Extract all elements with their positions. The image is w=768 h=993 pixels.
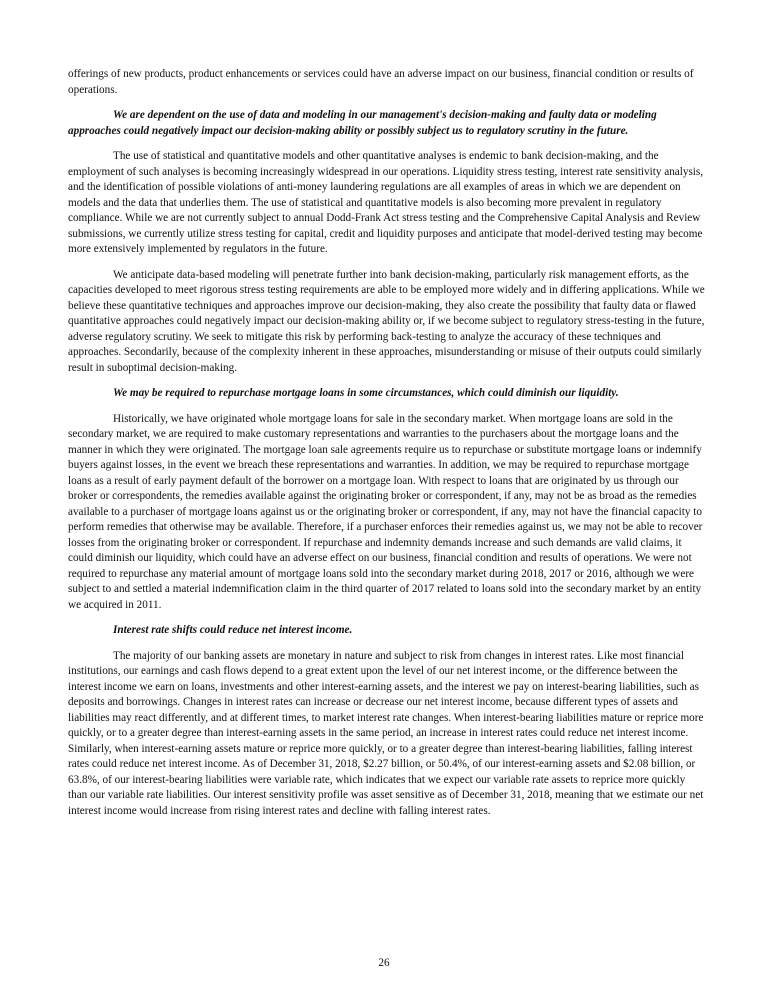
page-number: 26 [378,957,390,969]
continuation-paragraph: offerings of new products, product enhancements or services could have an adverse impact on our business, financial condition or results of operations. [68,68,694,96]
body-paragraph: We anticipate data-based modeling will penetrate further into bank decision-making, particularly risk management efforts, as the capacities developed to meet rigorous stress testing requirements are able to be employed more widely and in differing applications. While we believe these quantitative techniques and approaches improve our decision-making, they also create the possibility that faulty data or flawed quantitative approaches could negatively impact our decision-making ability or, if we become subject to regulatory stress-testing in the future, adverse regulatory scrutiny. We seek to mitigate this risk by performing back-testing to analyze the accuracy of these techniques and approaches. Secondarily, because of the complexity inherent in these approaches, misunderstanding or misuse of their outputs could similarly result in suboptimal decision-making. [68,268,705,374]
section-heading-data-modeling: We are dependent on the use of data and modeling in our management's decision-making and faulty data or modeling approaches could negatively impact our decision-making ability or possibly subject us to regulatory scrutiny in the future. [68,109,657,137]
body-paragraph: The use of statistical and quantitative models and other quantitative analyses is endemic to bank decision-making, and the employment of such analyses is becoming increasingly widespread in our operations. Liquidity stress testing, interest rate sensitivity analysis, and the identification of possible violations of anti-money laundering regulations are all examples of areas in which we are dependent on models and the data that underlies them. The use of statistical and quantitative models is also becoming more prevalent in regulatory compliance. While we are not currently subject to annual Dodd-Frank Act stress testing and the Comprehensive Capital Analysis and Review submissions, we currently utilize stress testing for capital, credit and liquidity purposes and anticipate that model-derived testing may become more extensively implemented by regulators in the future. [68,150,704,255]
section-heading-mortgage-repurchase: We may be required to repurchase mortgage loans in some circumstances, which could diminish our liquidity. [113,387,619,399]
document-page [68,67,705,829]
section-heading-interest-rate: Interest rate shifts could reduce net interest income. [113,624,353,636]
body-paragraph: Historically, we have originated whole mortgage loans for sale in the secondary market. When mortgage loans are sold in the secondary market, we are required to make customary representations and warranties to the purchasers about the mortgage loans and the manner in which they were originated. The mortgage loan sale agreements require us to repurchase or substitute mortgage loans or indemnify buyers against losses, in the event we breach these representations and warranties. In addition, we may be required to repurchase mortgage loans as a result of early payment default of the borrower on a mortgage loan. With respect to loans that are originated by us through our broker or correspondents, the remedies available against the originating broker or correspondent, if any, may not be as broad as the remedies available to a purchaser of mortgage loans against us or the originating broker or correspondent, if any, may not have the financial capacity to perform remedies that otherwise may be available. Therefore, if a purchaser enforces their remedies against us, we may not be able to recover losses from the originating broker or correspondent. If repurchase and indemnity demands increase and such demands are valid claims, it could diminish our liquidity, which could have an adverse effect on our business, financial condition and results of operations. We were not required to repurchase any material amount of mortgage loans sold into the secondary market during 2018, 2017 or 2016, although we were subject to and settled a material indemnification claim in the third quarter of 2017 related to loans sold into the secondary market by an entity we acquired in 2011. [68,412,703,611]
body-paragraph: The majority of our banking assets are monetary in nature and subject to risk from changes in interest rates. Like most financial institutions, our earnings and cash flows depend to a great extent upon the level of our net interest income, or the difference between the interest income we earn on loans, investments and other interest-earning assets, and the interest we pay on interest-bearing liabilities, such as deposits and borrowings. Changes in interest rates can increase or decrease our net interest income, because different types of assets and liabilities may react differently, and at different times, to market interest rate changes. When interest-bearing liabilities mature or reprice more quickly, or to a greater degree than interest-earning assets in the same period, an increase in interest rates could reduce net interest income. Similarly, when interest-earning assets mature or reprice more quickly, or to a greater degree than interest-bearing liabilities, falling interest rates could reduce net interest income. As of December 31, 2018, $2.27 billion, or 50.4%, of our interest-earning assets and $2.08 billion, or 63.8%, of our interest-bearing liabilities were variable rate, which indicates that we expect our variable rate assets to reprice more quickly than our variable rate liabilities. Our interest sensitivity profile was asset sensitive as of December 31, 2018, meaning that we estimate our net interest income would increase from rising interest rates and decline with falling interest rates. [68,649,704,817]
